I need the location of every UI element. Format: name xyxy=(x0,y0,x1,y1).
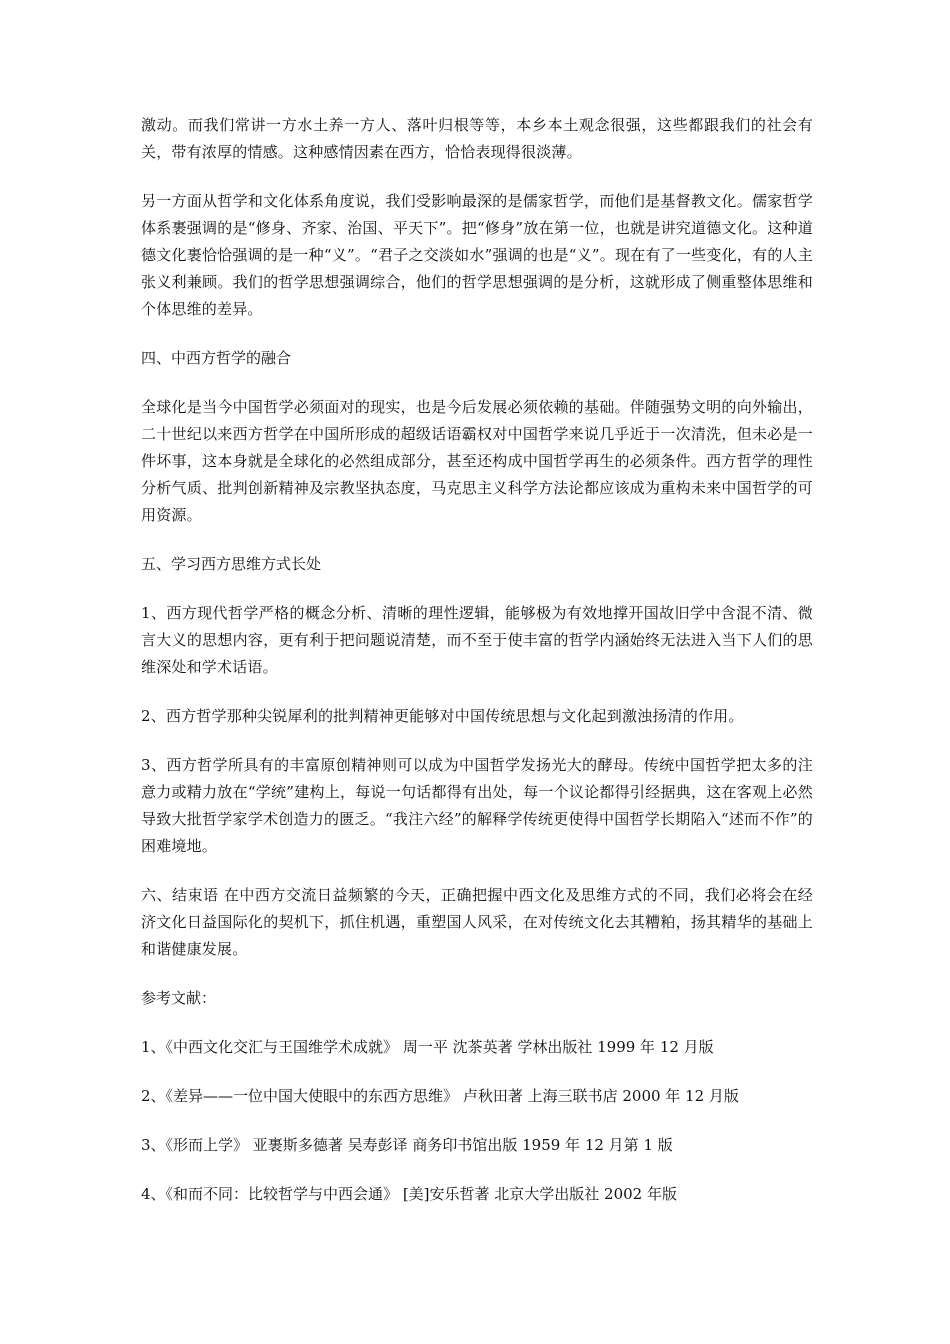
references-heading: 参考文献： xyxy=(141,989,217,1007)
paragraph-section-4: 全球化是当今中国哲学必须面对的现实，也是今后发展必须依赖的基础。伴随强势文明的向外输出，二十世纪以来西方哲学在中国所形成的超级话语霸权对中国哲学来说几乎近于一次清洗，但未必是一件坏事，这本身就是全球化的必然组成部分，甚至还构成中国哲学再生的必须条件。西方哲学的理性分析气质、批判创新精神及宗教坚执态度，马克思主义科学方法论都应该成为重构未来中国哲学的可用资源。 xyxy=(141,398,813,524)
reference-item: 4、《和而不同：比较哲学与中西会通》 [美]安乐哲著 北京大学出版社 2002 年版 xyxy=(141,1185,677,1203)
reference-item: 3、《形而上学》 亚裹斯多德著 吴寿彭译 商务印书馆出版 1959 年 12 月第 1 版 xyxy=(141,1136,673,1154)
paragraph-conclusion: 六、结束语 在中西方交流日益频繁的今天，正确把握中西文化及思维方式的不同，我们必将会在经济文化日益国际化的契机下，抓住机遇，重塑国人风采，在对传统文化去其糟粕，扬其精华的基础上和谐健康发展。 xyxy=(141,886,813,958)
reference-item: 2、《差异——一位中国大使眼中的东西方思维》 卢秋田著 上海三联书店 2000 年 12 月版 xyxy=(141,1087,739,1105)
section-heading-5: 五、学习西方思维方式长处 xyxy=(141,555,322,573)
reference-item: 1、《中西文化交汇与王国维学术成就》 周一平 沈茶英著 学林出版社 1999 年 12 月版 xyxy=(141,1038,714,1056)
paragraph-philosophy-culture: 另一方面从哲学和文化体系角度说，我们受影响最深的是儒家哲学，而他们是基督教文化。儒家哲学体系裹强调的是“修身、齐家、治国、平天下”。把“修身”放在第一位，也就是讲究道德文化。这种道德文化裹恰恰强调的是一种“义”。“君子之交淡如水”强调的也是“义”。现在有了一些变化，有的人主张义利兼顾。我们的哲学思想强调综合，他们的哲学思想强调的是分析，这就形成了侧重整体思维和个体思维的差异。 xyxy=(141,192,813,318)
section-5-point-2: 2、西方哲学那种尖锐犀利的批判精神更能够对中国传统思想与文化起到激浊扬清的作用。 xyxy=(141,707,744,725)
paragraph-intro-continuation: 激动。而我们常讲一方水土养一方人、落叶归根等等，本乡本土观念很强，这些都跟我们的社会有关，带有浓厚的情感。这种感情因素在西方，恰恰表现得很淡薄。 xyxy=(141,116,813,161)
section-5-point-3: 3、西方哲学所具有的丰富原创精神则可以成为中国哲学发扬光大的酵母。传统中国哲学把太多的注意力或精力放在“学统”建构上，每说一句话都得有出处，每一个议论都得引经据典，这在客观上必然导致大批哲学家学术创造力的匮乏。“我注六经”的解释学传统更使得中国哲学长期陷入“述而不作”的困难境地。 xyxy=(141,756,813,855)
section-heading-4: 四、中西方哲学的融合 xyxy=(141,349,292,367)
references-list xyxy=(141,1034,813,1208)
document-page xyxy=(141,112,813,1230)
section-5-point-1: 1、西方现代哲学严格的概念分析、清晰的理性逻辑，能够极为有效地撑开国故旧学中含混不清、微言大义的思想内容，更有利于把问题说清楚，而不至于使丰富的哲学内涵始终无法进入当下人们的思维深处和学术话语。 xyxy=(141,604,813,676)
